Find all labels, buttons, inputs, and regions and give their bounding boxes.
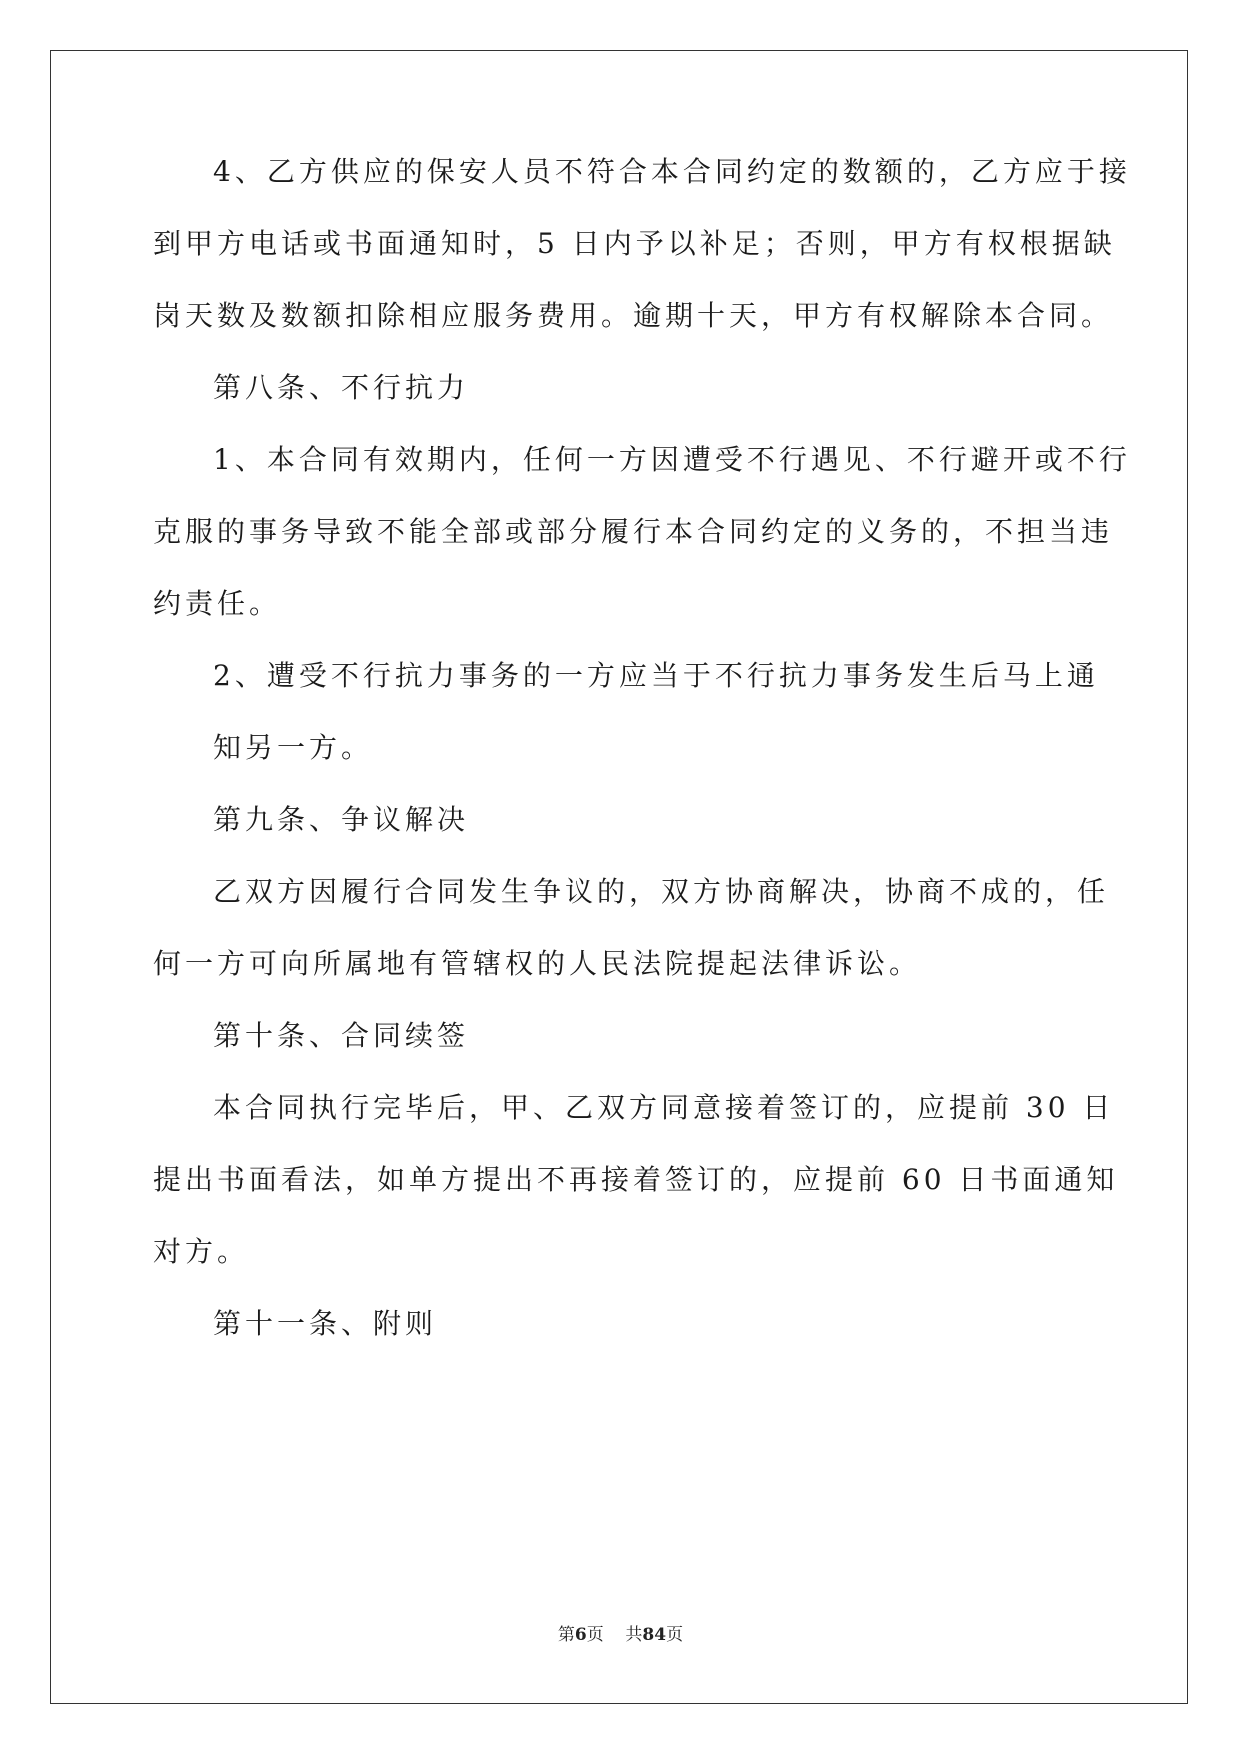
paragraph-line: 4、乙方供应的保安人员不符合本合同约定的数额的，乙方应于接 <box>213 155 1131 188</box>
paragraph-line: 何一方可向所属地有管辖权的人民法院提起法律诉讼。 <box>153 947 922 980</box>
paragraph-line: 本合同执行完毕后，甲、乙双方同意接着签订的，应提前 30 日 <box>213 1091 1115 1124</box>
footer-page-number: 6 <box>574 1625 587 1645</box>
footer-page-prefix: 第 <box>557 1625 575 1645</box>
paragraph-line: 乙双方因履行合同发生争议的，双方协商解决，协商不成的，任 <box>213 875 1110 908</box>
paragraph-line: 2、遭受不行抗力事务的一方应当于不行抗力事务发生后马上通 <box>213 659 1099 692</box>
paragraph-line: 到甲方电话或书面通知时，5 日内予以补足；否则，甲方有权根据缺 <box>153 227 1116 260</box>
section-heading: 第九条、争议解决 <box>213 803 470 836</box>
paragraph-line: 约责任。 <box>153 587 282 620</box>
section-heading: 第十一条、附则 <box>213 1307 438 1340</box>
paragraph-line: 提出书面看法，如单方提出不再接着签订的，应提前 60 日书面通知 <box>153 1163 1119 1196</box>
page-footer <box>0 1623 1241 1647</box>
footer-total-pages: 84 <box>642 1625 667 1645</box>
paragraph-line: 1、本合同有效期内，任何一方因遭受不行遇见、不行避开或不行 <box>213 443 1131 476</box>
footer-page-suffix: 页 <box>586 1625 604 1645</box>
paragraph-line: 对方。 <box>153 1235 250 1268</box>
paragraph-line: 克服的事务导致不能全部或部分履行本合同约定的义务的，不担当违 <box>153 515 1114 548</box>
section-heading: 第十条、合同续签 <box>213 1019 470 1052</box>
paragraph-line: 知另一方。 <box>213 731 374 764</box>
footer-total-prefix: 共 <box>625 1625 643 1645</box>
paragraph-line: 岗天数及数额扣除相应服务费用。逾期十天，甲方有权解除本合同。 <box>153 299 1114 332</box>
footer-total-suffix: 页 <box>666 1625 684 1645</box>
section-heading: 第八条、不行抗力 <box>213 371 470 404</box>
